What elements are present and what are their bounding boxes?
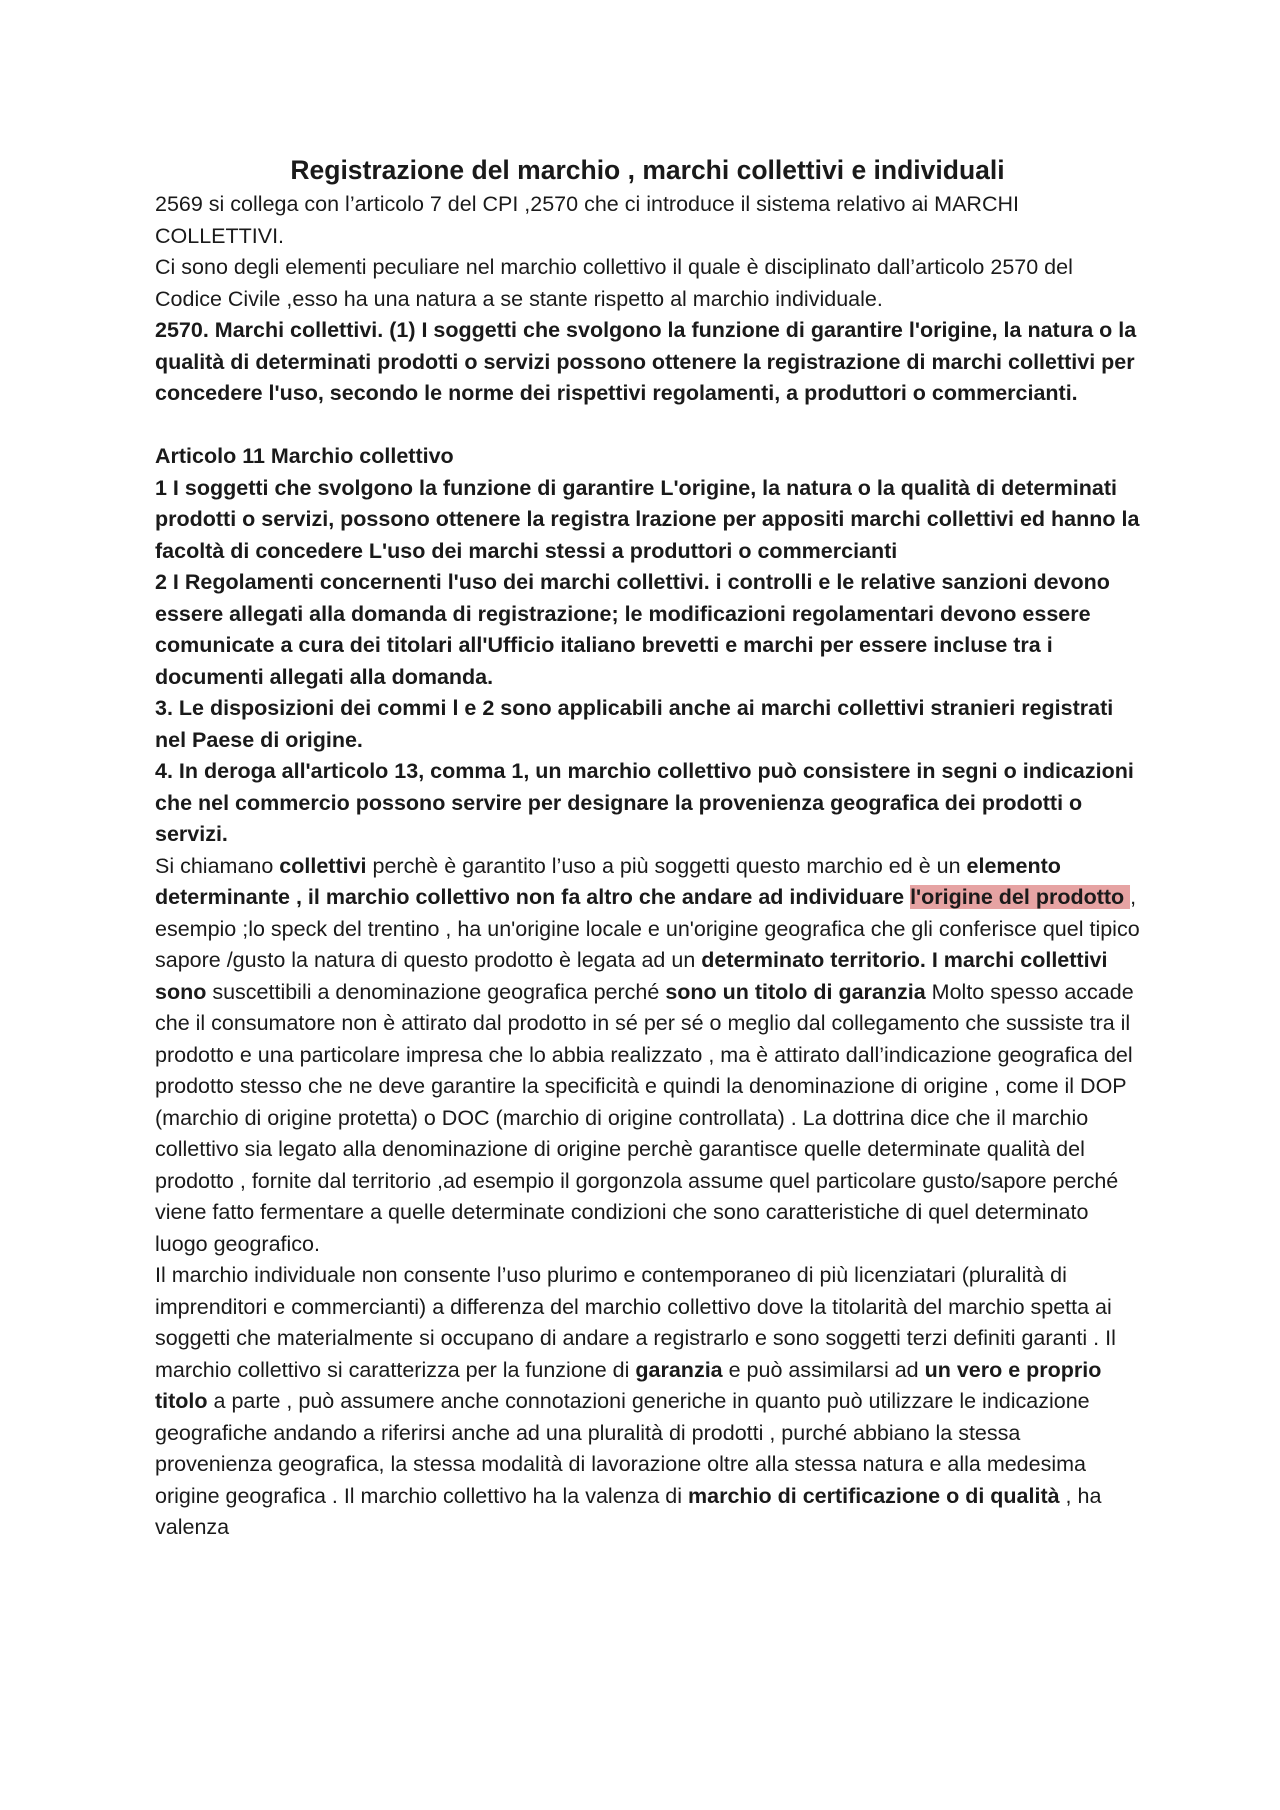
document-page: [155, 152, 1140, 1544]
bold-run: elemento determinante , il marchio collettivo non fa altro che andare ad individuare: [155, 853, 1061, 909]
text-run: perchè è garantito l’uso a più soggetti questo marchio ed è un: [366, 853, 967, 878]
intro-paragraph-2: Ci sono degli elementi peculiare nel marchio collettivo il quale è disciplinato dall’articolo 2570 del Codice Civile ,esso ha una natura a se stante rispetto al marchio individuale.: [155, 255, 1073, 311]
article-11-heading: Articolo 11 Marchio collettivo: [155, 444, 454, 468]
text-run: a parte , può assumere anche connotazioni generiche in quanto può utilizzare le indicazione geografiche andando a riferirsi anche ad una pluralità di prodotti , purché abbiano la stessa provenienza geografica, la stessa modalità di lavorazione oltre alla stessa natura e alla medesima origine geografica . Il marchio collettivo ha la valenza di: [155, 1389, 1090, 1508]
intro-paragraph-1: 2569 si collega con l’articolo 7 del CPI ,2570 che ci introduce il sistema relativo ai MARCHI COLLETTIVI.: [155, 192, 1019, 248]
highlighted-text: l'origine del prodotto: [910, 885, 1131, 909]
article-2570: [155, 315, 1140, 410]
body-paragraph-1: [155, 851, 1140, 1261]
bold-run: garanzia: [635, 1357, 723, 1382]
text-run: , ha valenza: [155, 1483, 1102, 1539]
text-run: Si chiamano: [155, 853, 280, 878]
text-run: Il marchio individuale non consente l’uso plurimo e contemporaneo di più licenziatari (pluralità di imprenditori e commercianti) a differenza del marchio collettivo dove la titolarità del marchio spetta ai soggetti che materialmente si occupano di andare a registrarlo e sono soggetti terzi definiti garanti . Il marchio collettivo si caratterizza per la funzione di: [155, 1263, 1116, 1382]
text-run: , esempio ;lo speck del trentino , ha un'origine locale e un'origine geografica che gli conferisce quel tipico sapore /gusto la natura di questo prodotto è legata ad un: [155, 885, 1140, 972]
bold-run: determinato territorio. I marchi collettivi sono: [155, 948, 1108, 1004]
text-run: e può assimilarsi ad: [722, 1357, 925, 1382]
bold-run: collettivi: [279, 853, 367, 878]
article-11-comma-3: 3. Le disposizioni dei commi l e 2 sono applicabili anche ai marchi collettivi stranieri registrati nel Paese di origine.: [155, 696, 1114, 752]
article-11-comma-2: 2 I Regolamenti concernenti l'uso dei marchi collettivi. i controlli e le relative sanzioni devono essere allegati alla domanda di registrazione; le modificazioni regolamentari devono essere comunicate a cura dei titolari all'Ufficio italiano brevetti e marchi per essere incluse tra i documenti allegati alla domanda.: [155, 570, 1110, 689]
text-run: Molto spesso accade che il consumatore non è attirato dal prodotto in sé per sé o meglio dal collegamento che sussiste tra il prodotto e una particolare impresa che lo abbia realizzato , ma è attirato dall’indicazione geografica del prodotto stesso che ne deve garantire la specificità e quindi la denominazione di origine , come il DOP (marchio di origine protetta) o DOC (marchio di origine controllata) . La dottrina dice che il marchio collettivo sia legato alla denominazione di origine perchè garantisce quelle determinate qualità del prodotto , fornite dal territorio ,ad esempio il gorgonzola assume quel particolare gusto/sapore perché viene fatto fermentare a quelle determinate condizioni che sono caratteristiche di quel determinato luogo geografico.: [155, 979, 1134, 1256]
article-11-comma-1: 1 I soggetti che svolgono la funzione di garantire L'origine, la natura o la qualità di determinati prodotti o servizi, possono ottenere la registra lrazione per appositi marchi collettivi ed hanno la facoltà di concedere L'uso dei marchi stessi a produttori o commercianti: [155, 475, 1140, 563]
bold-run: marchio di certificazione o di qualità: [688, 1483, 1060, 1508]
body-paragraph-2: [155, 1260, 1140, 1544]
bold-run: sono un titolo di garanzia: [665, 979, 926, 1004]
article-2570-number: 2570: [155, 318, 203, 342]
text-run: suscettibili a denominazione geografica perché: [206, 979, 666, 1004]
article-2570-text: . Marchi collettivi. (1) I soggetti che svolgono la funzione di garantire l'origine, la natura o la qualità di determinati prodotti o servizi possono ottenere la registrazione di marchi collettivi per concedere l'uso, secondo le norme dei rispettivi regolamenti, a produttori o commercianti.: [155, 318, 1137, 405]
bold-run: un vero e proprio titolo: [155, 1357, 1102, 1413]
article-11-comma-4: 4. In deroga all'articolo 13, comma 1, un marchio collettivo può consistere in segni o indicazioni che nel commercio possono servire per designare la provenienza geografica dei prodotti o servizi.: [155, 759, 1134, 846]
document-title: Registrazione del marchio , marchi collettivi e individuali: [290, 155, 1005, 185]
paragraph-spacer: [155, 410, 1140, 442]
